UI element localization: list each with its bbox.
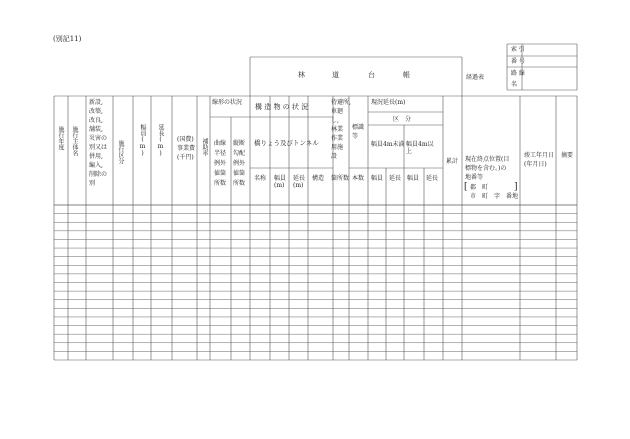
header-hyoshiki-1: 標識 <box>352 124 365 131</box>
header-sub-encho-a: 延長 <box>389 175 402 182</box>
header-kyoryo: 橋りょう及びトンネル <box>254 139 319 147</box>
title-char-4: 帳 <box>403 71 410 79</box>
header-shiko-shutai: 施行主体名 <box>71 126 78 156</box>
header-sub-fukuin-a: 幅員 <box>371 175 384 182</box>
header-kyoryo-fukuin: 幅員(m) <box>274 175 287 189</box>
header-kubun-b: 幅員4m以上 <box>406 141 434 155</box>
header-ruikei: 累計 <box>446 158 459 165</box>
header-hojoritsu: 補助率 <box>201 138 208 156</box>
header-shiko-nendo: 施行年度 <box>57 126 64 150</box>
header-sub-fukuin-b: 幅員 <box>407 175 420 182</box>
header-hyoshiki-2: 等 <box>352 133 359 140</box>
form-label: (別記11) <box>53 35 82 43</box>
header-sub-encho-b: 延長 <box>426 175 439 182</box>
title-char-2: 道 <box>332 71 339 79</box>
header-kozobutsu: 構 造 物 の 状 況 <box>255 103 309 111</box>
header-kubun-a: 幅員4m未満 <box>371 141 405 148</box>
header-tekiyo: 摘要 <box>561 152 574 159</box>
keiyu-label: 経過表 <box>466 74 485 81</box>
header-kyoryo-encho: 延長(m) <box>293 175 306 189</box>
address-line-1: 郡 町 <box>470 184 489 191</box>
bracket-open: [ <box>464 182 468 192</box>
index-row2: 番 号 <box>511 58 525 65</box>
header-kyoryo-name: 名称 <box>254 175 267 182</box>
header-shumatsu-2: (年月日) <box>524 161 547 168</box>
index-row3: 路 線 <box>511 70 525 77</box>
bracket-close: ] <box>514 182 518 192</box>
header-encho: 延長(m) <box>157 124 164 157</box>
header-senkei: 線形の状況 <box>212 99 243 106</box>
header-fukuin: 幅員(m) <box>139 124 146 157</box>
header-kasho: 箇所数 <box>331 175 350 182</box>
index-row1: 索 引 <box>511 46 525 53</box>
address-line-2: 市 町 字 番地 <box>470 193 519 200</box>
header-shiko-kubun: 施行区分 <box>117 140 124 164</box>
header-genkyo: 現況延長(m) <box>371 99 406 106</box>
title-char-1: 林 <box>298 71 305 79</box>
index-row4: 名 <box>511 81 518 88</box>
title-char-3: 台 <box>368 71 375 79</box>
header-kubun: 区 分 <box>393 116 412 123</box>
header-shumatsu-1: 竣工年月日 <box>524 152 555 159</box>
header-hyoshiki-honsu: 本数 <box>352 175 365 182</box>
header-kyoryo-kozo: 構造 <box>312 175 325 182</box>
